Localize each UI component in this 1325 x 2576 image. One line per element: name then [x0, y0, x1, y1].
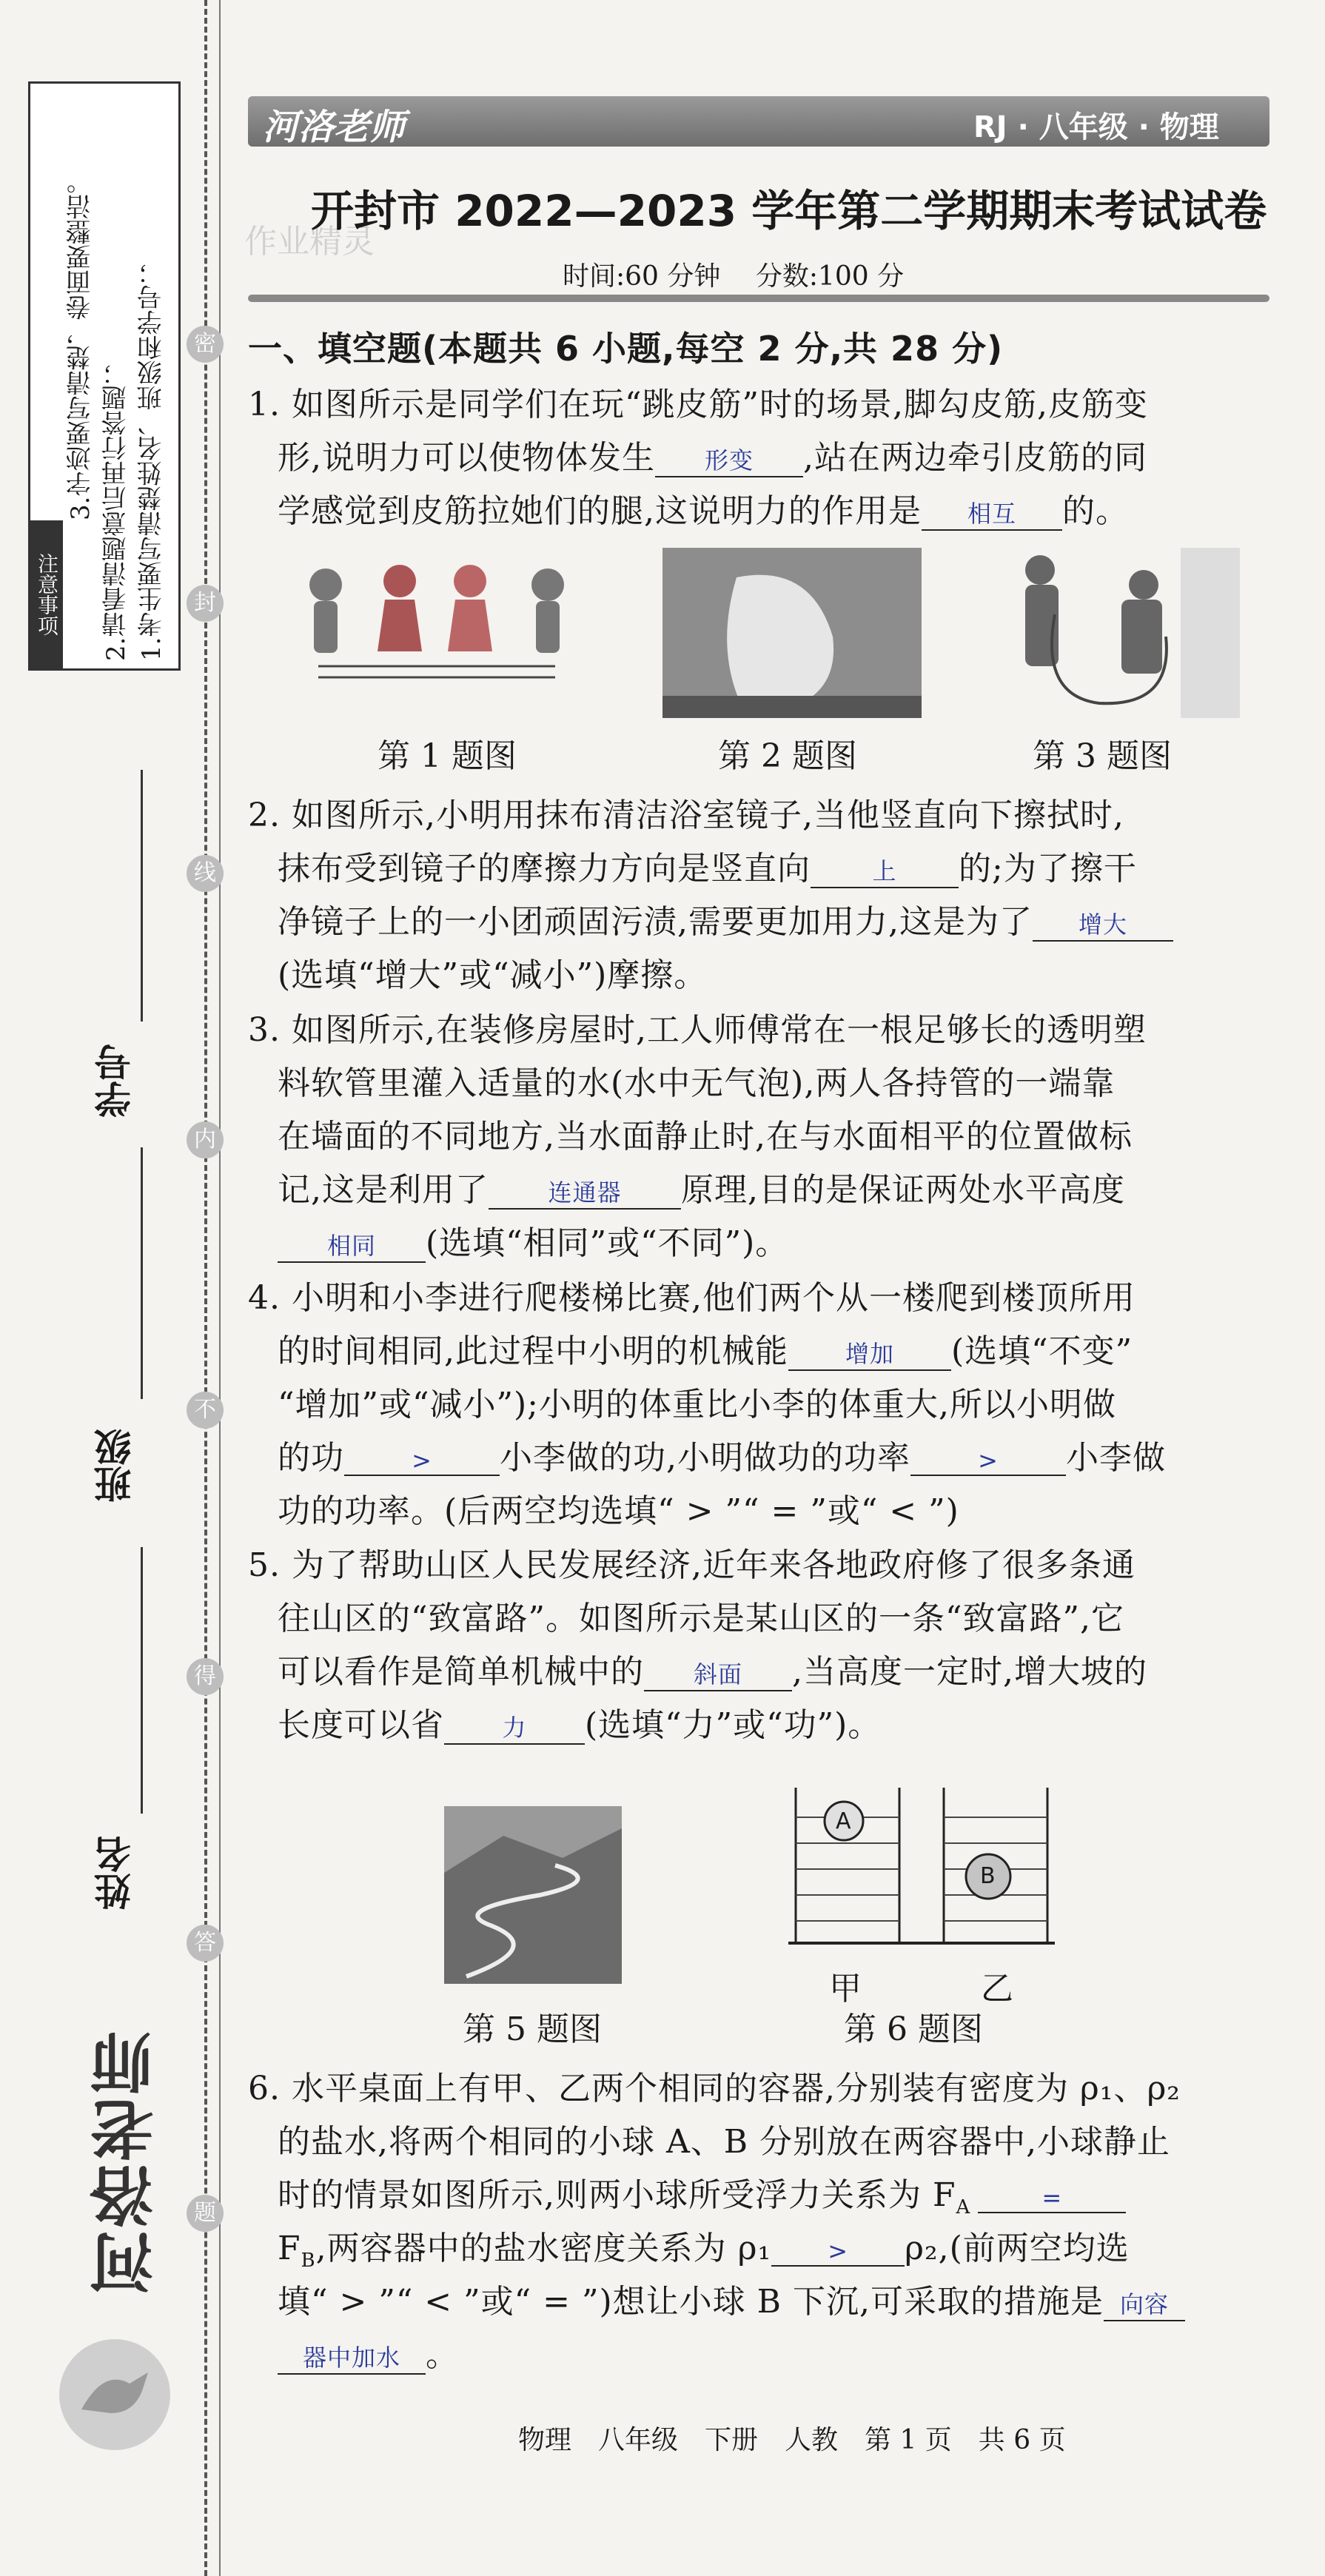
q4-line: 功的功率。(后两空均选填“ > ”“ = ”或“ < ”): [278, 1492, 959, 1530]
q3-text: (选填“相同”或“不同”)。: [426, 1224, 789, 1262]
student-id-line: [141, 770, 143, 1022]
answer-blank: 增大: [1033, 906, 1173, 942]
seal-char: 不: [187, 1392, 224, 1429]
seal-char: 答: [187, 1925, 224, 1962]
seal-char: 封: [187, 585, 224, 622]
fig5-mountain-road: [444, 1806, 622, 1984]
q4-line: “增加”或“减小”);小明的体重比小李的体重大,所以小明做: [278, 1386, 1116, 1423]
q4-text: 小李做的功,小明做功的功率: [500, 1439, 910, 1477]
fig2-caption: 第 2 题图: [718, 737, 857, 775]
answer-blank: 增加: [788, 1335, 951, 1371]
answer-blank: 相同: [278, 1227, 426, 1263]
q5-text: (选填“力”或“功”)。: [585, 1706, 882, 1744]
q2-line: (选填“增大”或“减小”)摩擦。: [278, 956, 708, 994]
name-line: [141, 1547, 143, 1814]
q3-line: [278, 1216, 788, 1264]
q4-line: [278, 1324, 1133, 1372]
seal-char: 密: [187, 326, 224, 363]
q6-text: 填“ > ”“ < ”或“ = ”)想让小球 B 下沉,可采取的措施是: [278, 2283, 1104, 2321]
q3-line: 料软管里灌入适量的水(水中无气泡),两人各持管的一端靠: [278, 1064, 1116, 1102]
q5-line: 5. 为了帮助山区人民发展经济,近年来各地政府修了很多条通: [248, 1546, 1136, 1584]
q2-text: 净镜子上的一小团顽固污渍,需要更加用力,这是为了: [278, 903, 1033, 941]
answer-blank: >: [344, 1446, 500, 1476]
seal-char: 得: [187, 1658, 224, 1695]
q1-text: ,站在两边牵引皮筋的同: [803, 439, 1147, 477]
q3-line: 在墙面的不同地方,当水面静止时,在与水面相平的位置做标: [278, 1118, 1133, 1155]
notes-title: 注意事项: [30, 520, 63, 668]
q6-text: 时的情景如图所示,则两小球所受浮力关系为 F: [278, 2176, 956, 2214]
q5-line: [278, 1645, 1147, 1692]
watermark: 作业精灵: [244, 223, 375, 261]
grade-subject: RJ · 八年级 · 物理: [973, 110, 1219, 144]
note-line: 3.字迹要写清楚，卷面要整洁。: [66, 169, 95, 520]
seal-char: 题: [187, 2195, 224, 2232]
brand-vertical: 河洛老师: [90, 2028, 164, 2295]
q1-text: 学感觉到皮筋拉她们的腿,这说明力的作用是: [278, 492, 922, 530]
fig6-caption: 第 6 题图: [844, 2010, 983, 2048]
answer-blank: 相互: [922, 495, 1062, 531]
q4-text: 小李做: [1066, 1439, 1166, 1477]
q5-line: 往山区的“致富路”。如图所示是某山区的一条“致富路”,它: [278, 1600, 1124, 1637]
q3-line: 3. 如图所示,在装修房屋时,工人师傅常在一根足够长的透明塑: [248, 1011, 1147, 1049]
q6-line: 的盐水,将两个相同的小球 A、B 分别放在两容器中,小球静止: [278, 2123, 1171, 2161]
q4-text: 的时间相同,此过程中小明的机械能: [278, 1332, 788, 1370]
page-footer: 物理 八年级 下册 人教 第 1 页 共 6 页: [518, 2425, 1066, 2455]
q6-text: 。: [426, 2336, 459, 2374]
header-separator: [248, 295, 1269, 302]
section-heading: 一、填空题(本题共 6 小题,每空 2 分,共 28 分): [248, 329, 1004, 369]
q5-text: 长度可以省: [278, 1706, 444, 1744]
binding-strip: [0, 0, 222, 2576]
class-label: 班级: [94, 1429, 137, 1503]
answer-blank: 形变: [655, 442, 803, 477]
answer-blank: 器中加水: [278, 2339, 426, 2375]
logo-icon: [59, 2339, 170, 2450]
q2-text: 的;为了擦干: [959, 850, 1137, 888]
fig2-mirror-cloth: [662, 548, 922, 718]
notes-box: [28, 81, 181, 671]
answer-blank: 向容: [1104, 2286, 1185, 2321]
page-subtitle: 时间:60 分钟 分数:100 分: [563, 261, 905, 292]
q6-line: [278, 2168, 1126, 2218]
q5-text: 可以看作是简单机械中的: [278, 1653, 644, 1691]
q6-text: ρ₂,(前两空均选: [905, 2230, 1130, 2267]
ball-a-label: A: [836, 1808, 851, 1834]
q1-text: 形,说明力可以使物体发生: [278, 439, 655, 477]
q3-text: 原理,目的是保证两处水平高度: [681, 1171, 1125, 1209]
fig3-caption: 第 3 题图: [1033, 737, 1172, 775]
q2-line: 2. 如图所示,小明用抹布清洁浴室镜子,当他竖直向下擦拭时,: [248, 796, 1124, 834]
q6-sub: A: [956, 2196, 971, 2218]
q1-line: [278, 484, 1129, 531]
q4-line: [278, 1431, 1166, 1478]
student-id-label: 学号: [94, 1044, 137, 1118]
q1-text: 的。: [1062, 492, 1129, 530]
q6-text: ,两容器中的盐水密度关系为 ρ₁: [315, 2230, 772, 2267]
q6-line: [278, 2328, 459, 2375]
fig6-containers: [788, 1788, 1055, 2008]
answer-blank: >: [771, 2237, 905, 2267]
q1-line: 1. 如图所示是同学们在玩“跳皮筋”时的场景,脚勾皮筋,皮筋变: [248, 386, 1148, 423]
q6-sub: B: [301, 2249, 316, 2272]
fig3-water-tube: [996, 548, 1240, 718]
q3-text: 记,这是利用了: [278, 1171, 489, 1209]
answer-blank: >: [910, 1446, 1066, 1476]
q6-line: 6. 水平桌面上有甲、乙两个相同的容器,分别装有密度为 ρ₁、ρ₂: [248, 2070, 1181, 2107]
class-line: [141, 1147, 143, 1399]
q3-line: [278, 1163, 1125, 1210]
page-title: 开封市 2022—2023 学年第二学期期末考试试卷: [311, 186, 1267, 236]
fig5-caption: 第 5 题图: [463, 2010, 602, 2048]
q5-text: ,当高度一定时,增大坡的: [792, 1653, 1147, 1691]
fig1-caption: 第 1 题图: [378, 737, 517, 775]
q6-line: [278, 2275, 1185, 2322]
fig1-jump-rope: [296, 548, 577, 707]
binding-border: [219, 0, 221, 2576]
name-label: 姓名: [94, 1836, 137, 1910]
q4-text: (选填“不变”: [951, 1332, 1133, 1370]
q2-line: [278, 895, 1173, 942]
answer-blank: =: [978, 2184, 1126, 2213]
header-brand: 河洛老师: [263, 107, 406, 148]
q1-line: [278, 431, 1147, 478]
answer-blank: 连通器: [489, 1174, 681, 1210]
container-jia-label: 甲: [829, 1970, 862, 2008]
q2-line: [278, 842, 1137, 889]
answer-blank: 斜面: [644, 1656, 792, 1691]
ball-b-label: B: [980, 1863, 996, 1889]
seal-char: 内: [187, 1121, 224, 1158]
answer-blank: 上: [811, 853, 959, 888]
container-yi-label: 乙: [981, 1970, 1013, 2008]
answer-blank: 力: [444, 1709, 585, 1745]
q5-line: [278, 1698, 881, 1745]
q4-text: 的功: [278, 1439, 344, 1477]
cut-line: [204, 0, 207, 2576]
seal-char: 线: [187, 855, 224, 892]
note-line: 1.考生要写清楚姓名、班级和学号；: [137, 259, 167, 661]
q6-text: F: [278, 2230, 301, 2267]
note-line: 2.请看清题意后再行答题；: [101, 360, 131, 661]
q6-line: [278, 2221, 1130, 2272]
q2-text: 抹布受到镜子的摩擦力方向是竖直向: [278, 850, 811, 888]
q4-line: 4. 小明和小李进行爬楼梯比赛,他们两个从一楼爬到楼顶所用: [248, 1279, 1136, 1317]
